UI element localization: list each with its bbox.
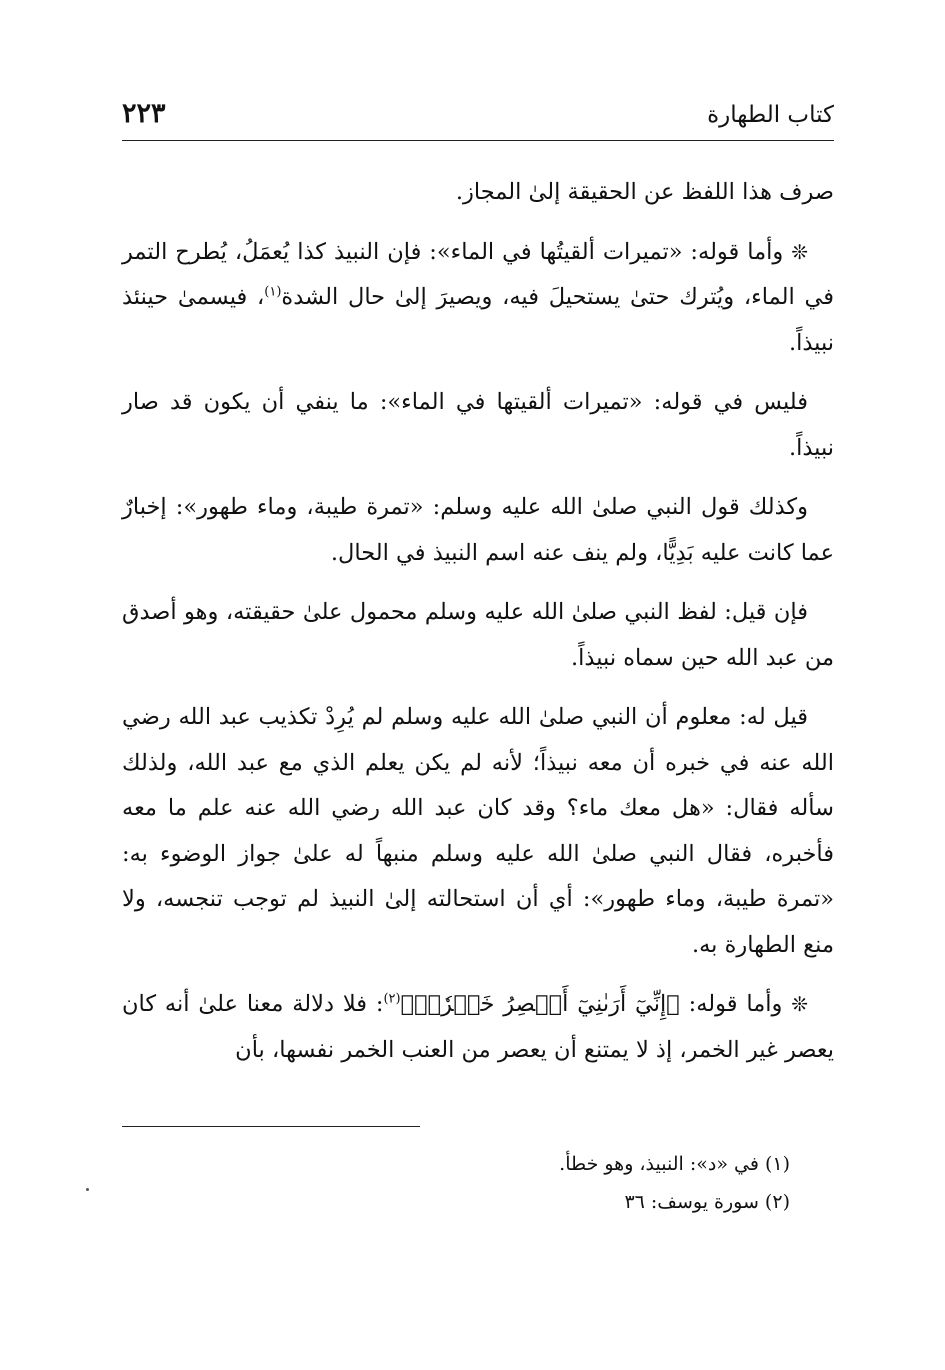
book-page [122,0,834,1370]
star-marker-icon: ❊ [791,239,808,264]
footnote-2: (٢) سورة يوسف: ٣٦ [624,1191,790,1213]
footnote-1: (١) في «د»: النبيذ، وهو خطأ. [559,1153,790,1175]
paragraph-text: صرف هذا اللفظ عن الحقيقة إلىٰ المجاز. [455,179,834,205]
paragraph-text: وكذلك قول النبي صلىٰ الله عليه وسلم: «تمرة طيبة، وماء طهور»: إخبارٌ عما كانت عليه بَدِيًّا، ولم ينف عنه اسم النبيذ في الحال. [122,494,834,566]
paragraph-1 [122,170,834,216]
paragraph-text: فإن قيل: لفظ النبي صلىٰ الله عليه وسلم محمول علىٰ حقيقته، وهو أصدق من عبد الله حين سماه نبيذاً. [122,599,834,671]
paragraph-text: قيل له: معلوم أن النبي صلىٰ الله عليه وسلم لم يُرِدْ تكذيب عبد الله رضي الله عنه في خبره أن معه نبيذاً؛ لأنه لم يكن يعلم الذي مع عبد الله، ولذلك سأله فقال: «هل معك ماء؟ وقد كان عبد الله رضي الله عنه علم ما معه فأخبره، فقال النبي صلىٰ الله عليه وسلم منبهاً له علىٰ جواز الوضوء به: «تمرة طيبة، وماء طهور»: أي أن استحالته إلىٰ النبيذ لم توجب تنجسه، ولا منع الطهارة به. [122,704,834,958]
footnotes [122,1145,790,1221]
main-text [122,170,834,1087]
paragraph-6 [122,695,834,968]
paragraph-4 [122,485,834,576]
page-number: ٢٢٣ [122,98,166,129]
paragraph-7 [122,982,834,1073]
paragraph-text: : فلا دلالة معنا علىٰ أنه كان يعصر غير الخمر، إذ لا يمتنع أن يعصر من العنب الخمر نفسها، بأن [122,991,834,1063]
paragraph-text: وأما قوله: «تميرات ألقيتُها في الماء»: فإن النبيذ كذا يُعمَلُ، يُطرح التمر في الماء، ويُترك حتىٰ يستحيلَ فيه، ويصيرَ إلىٰ حال الشدة [122,238,834,310]
chapter-title: كتاب الطهارة [707,102,834,128]
footnote-ref[interactable]: (١) [264,284,282,300]
footnote-ref[interactable]: (٢) [383,991,401,1007]
paragraph-text: ، فيسمىٰ حينئذ نبيذاً. [122,284,834,356]
footnote-divider [122,1126,420,1127]
paragraph-2 [122,230,834,367]
page-header [122,98,834,141]
star-marker-icon: ❊ [791,992,808,1016]
paragraph-text: وأما قوله: ﴿إِنِّيٓ أَرَىٰنِيٓ أَعۡصِرُ خَمۡرٗاۖ﴾ [400,991,792,1017]
paragraph-5 [122,590,834,681]
scan-speck [86,1188,89,1191]
paragraph-text: فليس في قوله: «تميرات ألقيتها في الماء»: ما ينفي أن يكون قد صار نبيذاً. [122,389,834,461]
paragraph-3 [122,380,834,471]
